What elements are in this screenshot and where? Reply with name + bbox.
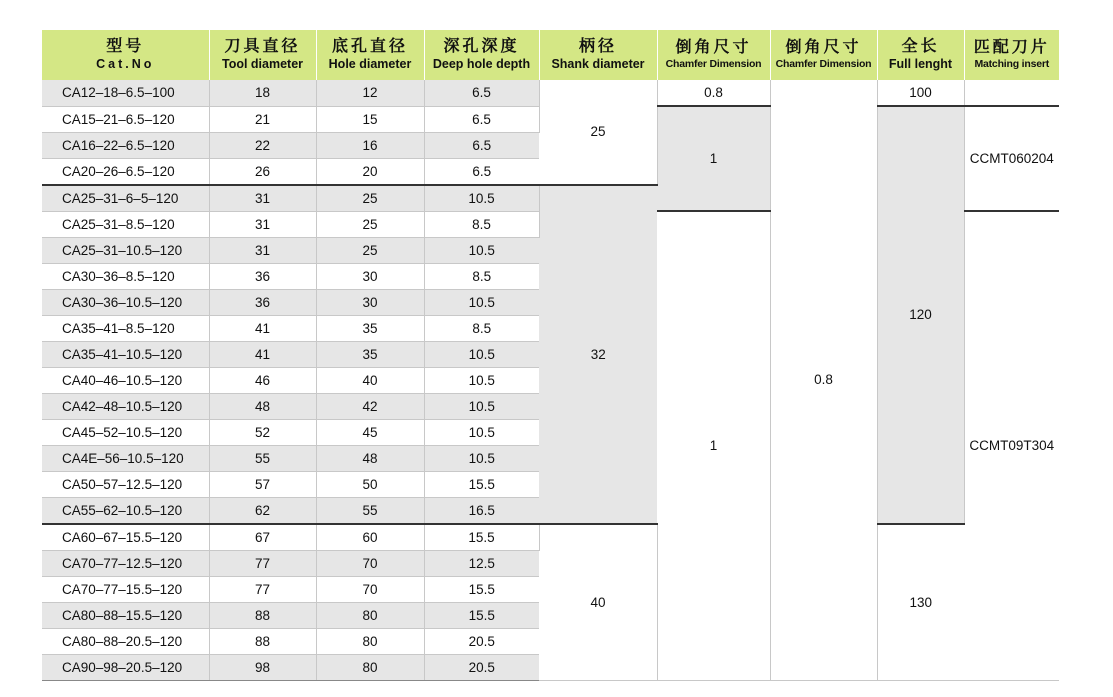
cell-hole-diameter: 80 bbox=[316, 602, 424, 628]
cell-tool-diameter: 77 bbox=[209, 550, 316, 576]
header-en-label: Deep hole depth bbox=[432, 57, 531, 72]
cell-tool-diameter: 22 bbox=[209, 132, 316, 158]
cell-tool-diameter: 31 bbox=[209, 237, 316, 263]
cell-tool-diameter: 98 bbox=[209, 654, 316, 680]
cell-hole-diameter: 35 bbox=[316, 341, 424, 367]
header-chamfer-dimension-1 bbox=[657, 30, 770, 80]
cell-insert-b: CCMT09T304 bbox=[964, 211, 1059, 680]
cell-depth: 10.5 bbox=[424, 393, 539, 419]
cell-insert-a: CCMT060204 bbox=[964, 106, 1059, 211]
header-shank-diameter bbox=[539, 30, 657, 80]
cell-depth: 20.5 bbox=[424, 654, 539, 680]
header-cn-label: 倒角尺寸 bbox=[785, 38, 862, 56]
cell-hole-diameter: 30 bbox=[316, 289, 424, 315]
cell-hole-diameter: 40 bbox=[316, 367, 424, 393]
cell-hole-diameter: 30 bbox=[316, 263, 424, 289]
cell-cat-no: CA30–36–8.5–120 bbox=[42, 263, 209, 289]
cell-chamfer1-1a: 1 bbox=[657, 106, 770, 211]
cell-depth: 10.5 bbox=[424, 341, 539, 367]
header-cn-label: 柄径 bbox=[578, 37, 617, 55]
cell-hole-diameter: 25 bbox=[316, 237, 424, 263]
table-header bbox=[42, 30, 1059, 80]
cell-tool-diameter: 88 bbox=[209, 628, 316, 654]
cell-tool-diameter: 77 bbox=[209, 576, 316, 602]
cell-depth: 6.5 bbox=[424, 106, 539, 132]
cell-cat-no: CA42–48–10.5–120 bbox=[42, 393, 209, 419]
cell-chamfer2-08: 0.8 bbox=[770, 80, 877, 680]
cell-tool-diameter: 41 bbox=[209, 341, 316, 367]
cell-tool-diameter: 31 bbox=[209, 185, 316, 212]
header-en-label: Shank diameter bbox=[551, 57, 645, 72]
cell-cat-no: CA70–77–15.5–120 bbox=[42, 576, 209, 602]
header-en-label: Cat.No bbox=[96, 57, 155, 72]
cell-depth: 10.5 bbox=[424, 237, 539, 263]
header-matching-insert bbox=[964, 30, 1059, 80]
cell-depth: 6.5 bbox=[424, 158, 539, 185]
cell-tool-diameter: 41 bbox=[209, 315, 316, 341]
header-en-label: Hole diameter bbox=[328, 57, 412, 72]
header-cn-label: 刀具直径 bbox=[224, 37, 301, 55]
cell-cat-no: CA80–88–20.5–120 bbox=[42, 628, 209, 654]
header-cn-label: 全长 bbox=[901, 37, 940, 55]
cell-tool-diameter: 31 bbox=[209, 211, 316, 237]
cell-depth: 15.5 bbox=[424, 471, 539, 497]
cell-depth: 10.5 bbox=[424, 289, 539, 315]
cell-tool-diameter: 21 bbox=[209, 106, 316, 132]
cell-length-120: 120 bbox=[877, 106, 964, 524]
cell-cat-no: CA25–31–6–5–120 bbox=[42, 185, 209, 212]
cell-hole-diameter: 80 bbox=[316, 628, 424, 654]
cell-hole-diameter: 25 bbox=[316, 185, 424, 212]
cell-cat-no: CA35–41–10.5–120 bbox=[42, 341, 209, 367]
header-en-label: Full lenght bbox=[888, 57, 953, 72]
cell-depth: 15.5 bbox=[424, 576, 539, 602]
header-cn-label: 匹配刀片 bbox=[973, 38, 1050, 56]
cell-length-130: 130 bbox=[877, 524, 964, 681]
cell-cat-no: CA12–18–6.5–100 bbox=[42, 80, 209, 106]
cell-hole-diameter: 70 bbox=[316, 576, 424, 602]
cell-cat-no: CA25–31–10.5–120 bbox=[42, 237, 209, 263]
cell-hole-diameter: 35 bbox=[316, 315, 424, 341]
header-en-label: Chamfer Dimension bbox=[775, 58, 872, 71]
cell-tool-diameter: 36 bbox=[209, 263, 316, 289]
header-chamfer-dimension-2 bbox=[770, 30, 877, 80]
cell-cat-no: CA35–41–8.5–120 bbox=[42, 315, 209, 341]
cell-cat-no: CA25–31–8.5–120 bbox=[42, 211, 209, 237]
cell-cat-no: CA40–46–10.5–120 bbox=[42, 367, 209, 393]
cell-cat-no: CA70–77–12.5–120 bbox=[42, 550, 209, 576]
cell-hole-diameter: 15 bbox=[316, 106, 424, 132]
cell-tool-diameter: 26 bbox=[209, 158, 316, 185]
cell-shank-25: 25 bbox=[539, 80, 657, 185]
cell-depth: 8.5 bbox=[424, 211, 539, 237]
cell-tool-diameter: 55 bbox=[209, 445, 316, 471]
cell-cat-no: CA60–67–15.5–120 bbox=[42, 524, 209, 551]
cell-hole-diameter: 12 bbox=[316, 80, 424, 106]
header-en-label: Matching insert bbox=[974, 58, 1050, 71]
cell-chamfer1-08: 0.8 bbox=[657, 80, 770, 106]
cell-depth: 10.5 bbox=[424, 367, 539, 393]
header-hole-diameter bbox=[316, 30, 424, 80]
cell-cat-no: CA30–36–10.5–120 bbox=[42, 289, 209, 315]
table-row bbox=[42, 80, 1059, 106]
header-en-label: Tool diameter bbox=[221, 57, 304, 72]
cell-tool-diameter: 18 bbox=[209, 80, 316, 106]
cell-cat-no: CA4E–56–10.5–120 bbox=[42, 445, 209, 471]
header-cn-label: 深孔深度 bbox=[443, 37, 520, 55]
header-tool-diameter bbox=[209, 30, 316, 80]
cell-length-100: 100 bbox=[877, 80, 964, 106]
cell-hole-diameter: 50 bbox=[316, 471, 424, 497]
cell-depth: 16.5 bbox=[424, 497, 539, 524]
cell-shank-32: 32 bbox=[539, 185, 657, 524]
cell-insert-empty bbox=[964, 80, 1059, 106]
cell-depth: 10.5 bbox=[424, 419, 539, 445]
header-cat-no bbox=[42, 30, 209, 80]
cell-hole-diameter: 55 bbox=[316, 497, 424, 524]
cell-tool-diameter: 62 bbox=[209, 497, 316, 524]
cell-cat-no: CA16–22–6.5–120 bbox=[42, 132, 209, 158]
header-cn-label: 型号 bbox=[106, 37, 145, 55]
cell-hole-diameter: 42 bbox=[316, 393, 424, 419]
header-deep-hole-depth bbox=[424, 30, 539, 80]
header-cn-label: 倒角尺寸 bbox=[675, 38, 752, 56]
cell-cat-no: CA80–88–15.5–120 bbox=[42, 602, 209, 628]
table-body bbox=[42, 80, 1059, 680]
cell-tool-diameter: 88 bbox=[209, 602, 316, 628]
cell-hole-diameter: 25 bbox=[316, 211, 424, 237]
cell-tool-diameter: 52 bbox=[209, 419, 316, 445]
cell-depth: 12.5 bbox=[424, 550, 539, 576]
cell-depth: 10.5 bbox=[424, 445, 539, 471]
cell-tool-diameter: 46 bbox=[209, 367, 316, 393]
cell-depth: 6.5 bbox=[424, 132, 539, 158]
cell-depth: 15.5 bbox=[424, 524, 539, 551]
cell-tool-diameter: 36 bbox=[209, 289, 316, 315]
cell-hole-diameter: 20 bbox=[316, 158, 424, 185]
cell-shank-40: 40 bbox=[539, 524, 657, 681]
cell-tool-diameter: 48 bbox=[209, 393, 316, 419]
cell-tool-diameter: 57 bbox=[209, 471, 316, 497]
cell-cat-no: CA90–98–20.5–120 bbox=[42, 654, 209, 680]
header-en-label: Chamfer Dimension bbox=[665, 58, 762, 71]
cell-cat-no: CA55–62–10.5–120 bbox=[42, 497, 209, 524]
cell-hole-diameter: 45 bbox=[316, 419, 424, 445]
cell-cat-no: CA20–26–6.5–120 bbox=[42, 158, 209, 185]
cell-hole-diameter: 60 bbox=[316, 524, 424, 551]
cell-depth: 20.5 bbox=[424, 628, 539, 654]
cell-cat-no: CA15–21–6.5–120 bbox=[42, 106, 209, 132]
cell-hole-diameter: 48 bbox=[316, 445, 424, 471]
cell-chamfer1-1b: 1 bbox=[657, 211, 770, 680]
cell-depth: 15.5 bbox=[424, 602, 539, 628]
cell-depth: 8.5 bbox=[424, 315, 539, 341]
cell-hole-diameter: 70 bbox=[316, 550, 424, 576]
cell-hole-diameter: 80 bbox=[316, 654, 424, 680]
cell-depth: 8.5 bbox=[424, 263, 539, 289]
cell-hole-diameter: 16 bbox=[316, 132, 424, 158]
header-cn-label: 底孔直径 bbox=[331, 37, 408, 55]
cell-depth: 10.5 bbox=[424, 185, 539, 212]
cell-cat-no: CA50–57–12.5–120 bbox=[42, 471, 209, 497]
table-row bbox=[42, 524, 1059, 551]
spec-table bbox=[42, 30, 1059, 681]
cell-tool-diameter: 67 bbox=[209, 524, 316, 551]
cell-depth: 6.5 bbox=[424, 80, 539, 106]
header-full-length bbox=[877, 30, 964, 80]
cell-cat-no: CA45–52–10.5–120 bbox=[42, 419, 209, 445]
